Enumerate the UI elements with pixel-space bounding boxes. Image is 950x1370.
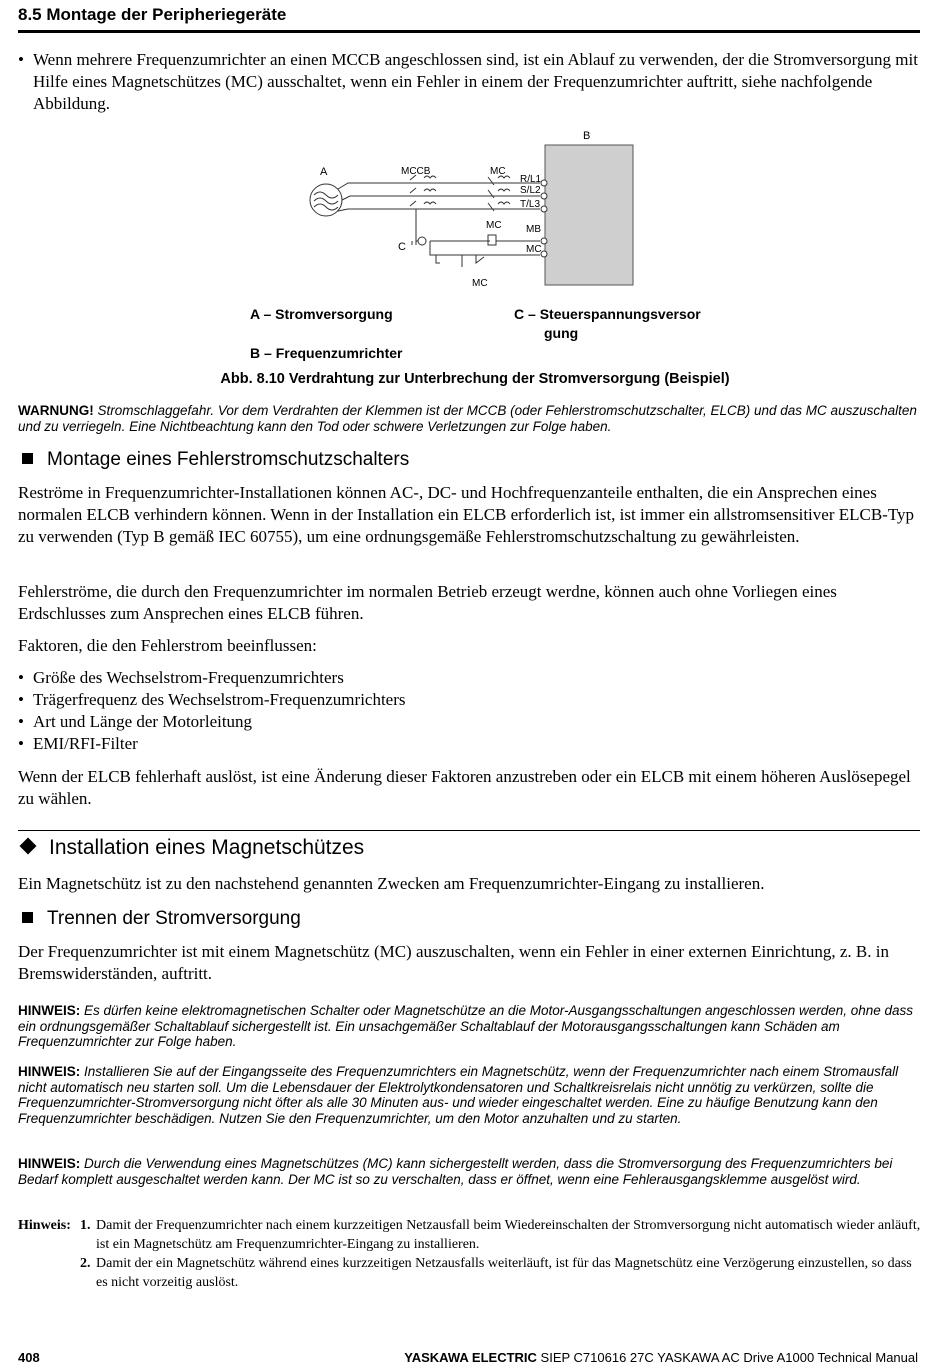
terminal-s-l2: S/L2 <box>520 185 541 196</box>
section-title: 8.5 Montage der Peripheriegeräte <box>18 5 287 24</box>
terminal-mb: MB <box>526 224 541 235</box>
square-bullet-icon <box>22 453 33 464</box>
note-text: Installieren Sie auf der Eingangsseite des Frequenzumrichters ein Magnetschütz, wenn der Frequenzumrichter nach einem Stromausfall nicht automatisch neu starten soll. Um die Lebensdauer der Elektrolytkondensatoren und Schaltkreisrelais nicht unnötig zu verkürzen, sollte die Frequenzumrichter-Stromversorgung nicht öfter als alle 30 Minuten aus- und wieder eingeschaltet werden. Eine zu häufige Benutzung kann den Frequenzumrichter beschädigen. Nutzen Sie den Frequenzumrichter, um den Motor anzuhalten und zu starten. <box>18 1064 899 1126</box>
diagram-mc-bottom-label: MC <box>472 278 488 289</box>
note-label: HINWEIS: <box>18 1003 81 1018</box>
page-number: 408 <box>18 1350 40 1365</box>
warning-label: WARNUNG! <box>18 403 94 418</box>
elcb-heading <box>22 448 409 472</box>
legend-a-key: A <box>250 306 260 322</box>
note-text: Durch die Verwendung eines Magnetschützes (MC) kann sichergestellt werden, dass die Stromversorgung des Frequenzumrichters bei Bedarf komplett ausgeschaltet werden kann. Der MC ist so zu verschalten, dass er öffnet, wenn eine Fehlerausgangsklemme ausgelöst wird. <box>18 1156 893 1187</box>
list-item: • Größe des Wechselstrom-Frequenzumrichters <box>18 668 344 687</box>
hinweis-item <box>18 1216 923 1254</box>
hinweis-block <box>18 1216 923 1292</box>
legend-c <box>514 305 701 324</box>
trennen-heading <box>22 907 301 931</box>
mc-heading <box>22 835 364 861</box>
terminal-r-l1: R/L1 <box>520 174 542 185</box>
hinweis-item <box>18 1254 923 1292</box>
diagram-label-a: A <box>320 166 328 178</box>
section-divider <box>18 830 920 831</box>
elcb-paragraph-1: Reströme in Frequenzumrichter-Installationen können AC-, DC- und Hochfrequenzanteile enthalten, die ein Ansprechen eines normalen ELCB verhindern können. Wenn in der Installation ein ELCB erforderlich ist, ist immer ein allstromsensitiver ELCB-Typ zu verwenden (Typ B gemäß IEC 60755), um eine ordnungsgemäße Fehlerstromschutzschaltung zu gewährleisten. <box>18 483 915 546</box>
hinweis-label: Hinweis: <box>18 1218 71 1233</box>
footer-doc <box>404 1350 918 1365</box>
note-text: Es dürfen keine elektromagnetischen Schalter oder Magnetschütze an die Motor-Ausgangsschaltungen angeschlossen werden, ohne dass ein ordnungsgemäßer Schaltablauf sichergestellt ist. Ein unsachgemäßer Schaltablauf der Motorausgangsschaltungen kann Schäden am Frequenzumrichter zur Folge haben. <box>18 1003 914 1050</box>
terminal-mc: MC <box>526 244 542 255</box>
diagram-mc-mid-label: MC <box>486 220 502 231</box>
elcb-heading-text: Montage eines Fehlerstromschutzschalters <box>47 449 410 470</box>
list-item: • EMI/RFI-Filter <box>18 734 138 753</box>
diagram-mc-top-label: MC <box>490 166 506 177</box>
note-2 <box>18 1064 923 1126</box>
legend-c-continued <box>544 324 578 343</box>
factor-list <box>18 667 818 755</box>
mc-heading-text: Installation eines Magnetschützes <box>49 836 365 859</box>
note-label: HINWEIS: <box>18 1064 81 1079</box>
legend-c-text-2: gung <box>544 325 579 341</box>
section-header <box>18 4 920 33</box>
warning-block <box>18 403 923 435</box>
intro-bullet-text: Wenn mehrere Frequenzumrichter an einen MCCB angeschlossen sind, ist ein Ablauf zu verwenden, der die Stromversorgung mit Hilfe eines Magnetschützes (MC) ausschaltet, wenn ein Fehler in einem der Frequenzumrichter auftritt, siehe nachfolgende Abbildung. <box>33 50 918 113</box>
list-item: • Art und Länge der Motorleitung <box>18 712 253 731</box>
legend-c-key: C <box>514 306 525 322</box>
figure-caption: Abb. 8.10 Verdrahtung zur Unterbrechung der Stromversorgung (Beispiel) <box>220 371 730 387</box>
legend-b-text: – Frequenzumrichter <box>264 345 403 361</box>
drive-box <box>545 145 633 285</box>
mc-paragraph-1: Ein Magnetschütz ist zu den nachstehend genannten Zwecken am Frequenzumrichter-Eingang zu installieren. <box>18 874 765 893</box>
square-bullet-icon <box>22 912 33 923</box>
diagram-mccb-label: MCCB <box>401 166 431 177</box>
trennen-heading-text: Trennen der Stromversorgung <box>47 908 301 929</box>
hinweis-text: Damit der ein Magnetschütz während eines kurzzeitigen Netzausfalls weiterläuft, ist für das Magnetschütz eine Verzögerung einzustellen, so dass es nicht vorzeitig auslöst. <box>96 1256 912 1290</box>
trennen-paragraph-1: Der Frequenzumrichter ist mit einem Magnetschütz (MC) auszuschalten, wenn ein Fehler in einer externen Einrichtung, z. B. in Bremswiderständen, auftritt. <box>18 942 889 983</box>
diagram-label-b: B <box>583 130 591 142</box>
wiring-diagram <box>300 125 650 295</box>
hinweis-number: 1. <box>80 1218 91 1233</box>
note-label: HINWEIS: <box>18 1156 81 1171</box>
note-1 <box>18 1003 923 1050</box>
bullet-marker: • <box>18 50 24 69</box>
hinweis-text: Damit der Frequenzumrichter nach einem kurzzeitigen Netzausfall beim Wiedereinschalten der Stromversorgung nicht automatisch wieder anläuft, ist ein Magnetschütz am Frequenzumrichter-Eingang zu installieren. <box>96 1218 921 1252</box>
intro-bullet <box>18 49 918 115</box>
terminal-t-l3: T/L3 <box>520 199 541 210</box>
footer-brand: YASKAWA ELECTRIC <box>404 1350 537 1365</box>
elcb-paragraph-4: Wenn der ELCB fehlerhaft auslöst, ist eine Änderung dieser Faktoren anzustreben oder ein ELCB mit einem höheren Auslösepegel zu wählen. <box>18 767 911 808</box>
list-item: • Trägerfrequenz des Wechselstrom-Frequenzumrichters <box>18 690 406 709</box>
diamond-bullet-icon <box>20 838 37 855</box>
note-3 <box>18 1156 923 1187</box>
warning-text: Stromschlaggefahr. Vor dem Verdrahten der Klemmen ist der MCCB (oder Fehlerstromschutzschalter, ELCB) und das MC auszuschalten und zu verriegeln. Eine Nichtbeachtung kann den Tod oder schwere Verletzungen zur Folge haben. <box>18 403 917 434</box>
legend-a <box>250 305 393 324</box>
legend-a-text: – Stromversorgung <box>263 306 393 322</box>
legend-b <box>250 344 403 363</box>
legend-c-text-1: – Steuerspannungsversor <box>528 306 701 322</box>
hinweis-number: 2. <box>80 1256 91 1271</box>
elcb-paragraph-2: Fehlerströme, die durch den Frequenzumrichter im normalen Betrieb erzeugt werdne, können auch ohne Vorliegen eines Erdschlusses zum Ansprechen eines ELCB führen. <box>18 582 837 623</box>
legend-b-key: B <box>250 345 261 361</box>
elcb-paragraph-3: Faktoren, die den Fehlerstrom beeinflussen: <box>18 636 317 655</box>
footer-doc-title: SIEP C710616 27C YASKAWA AC Drive A1000 Technical Manual <box>536 1350 918 1365</box>
diagram-label-c: C <box>398 241 406 253</box>
